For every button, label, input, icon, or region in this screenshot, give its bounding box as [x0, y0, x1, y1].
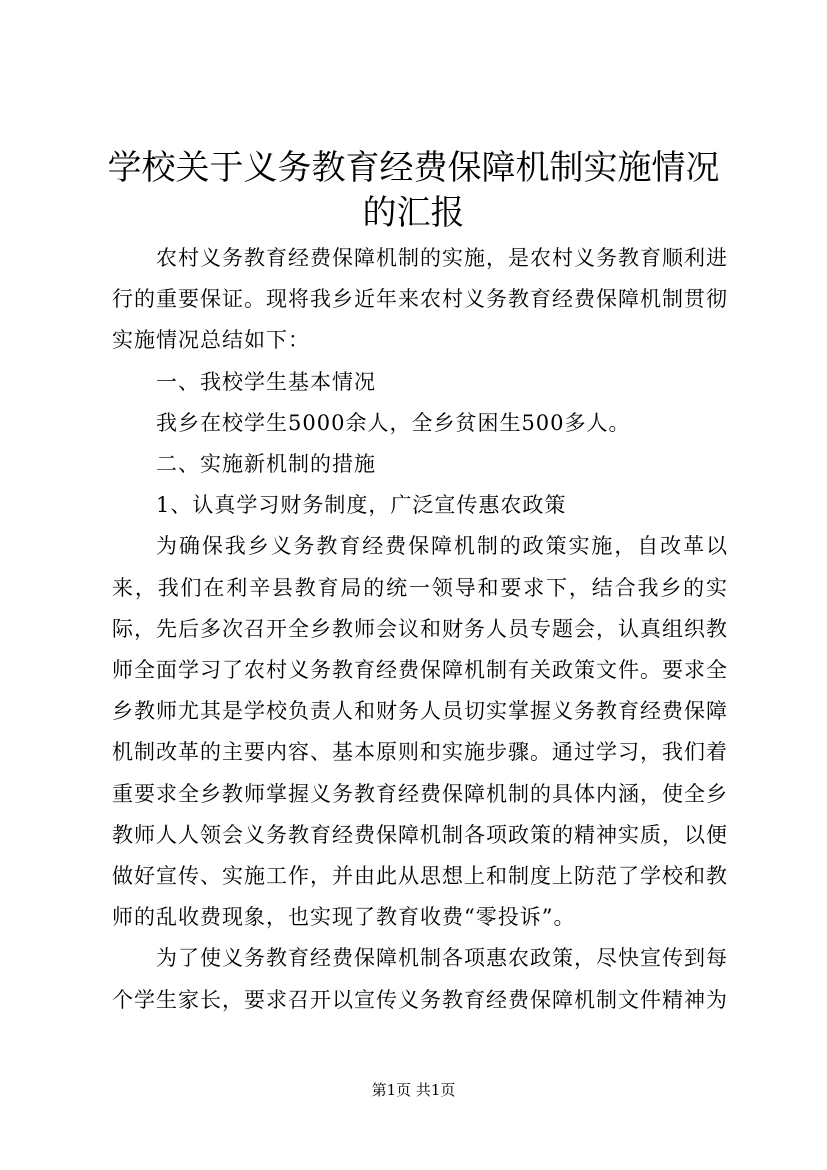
- page-footer: 第1页 共1页: [371, 1081, 456, 1099]
- heading-section-1: 一、我校学生基本情况: [156, 369, 376, 394]
- paragraph-measures: 为确保我乡义务教育经费保障机制的政策实施，自改革以来，我们在利辛县教育局的统一领导和要求下，结合我乡的实际，先后多次召开全乡教师会议和财务人员专题会，认真组织教师全面学习了农村义务教育经费保障机制有关政策文件。要求全乡教师尤其是学校负责人和财务人员切实掌握义务教育经费保障机制改革的主要内容、基本原则和实施步骤。通过学习，我们着重要求全乡教师掌握义务教育经费保障机制的具体内涵，使全乡教师人人领会义务教育经费保障机制各项政策的精神实质，以便做好宣传、实施工作，并由此从思想上和制度上防范了学校和教师的乱收费现象，也实现了教育收费“零投诉”。: [112, 534, 728, 930]
- paragraph-student-stats: 我乡在校学生5000余人，全乡贫困生500多人。: [156, 410, 631, 435]
- heading-section-2: 二、实施新机制的措施: [156, 452, 376, 477]
- heading-subsection-1: 1、认真学习财务制度，广泛宣传惠农政策: [156, 493, 567, 518]
- document-title: 学校关于义务教育经费保障机制实施情况的汇报: [107, 148, 720, 233]
- paragraph-intro: 农村义务教育经费保障机制的实施，是农村义务教育顺利进行的重要保证。现将我乡近年来农村义务教育经费保障机制贯彻实施情况总结如下：: [112, 246, 728, 353]
- paragraph-publicity: 为了使义务教育经费保障机制各项惠农政策，尽快宣传到每个学生家长，要求召开以宣传义务教育经费保障机制文件精神为: [112, 946, 728, 1012]
- document-body: [112, 238, 728, 1021]
